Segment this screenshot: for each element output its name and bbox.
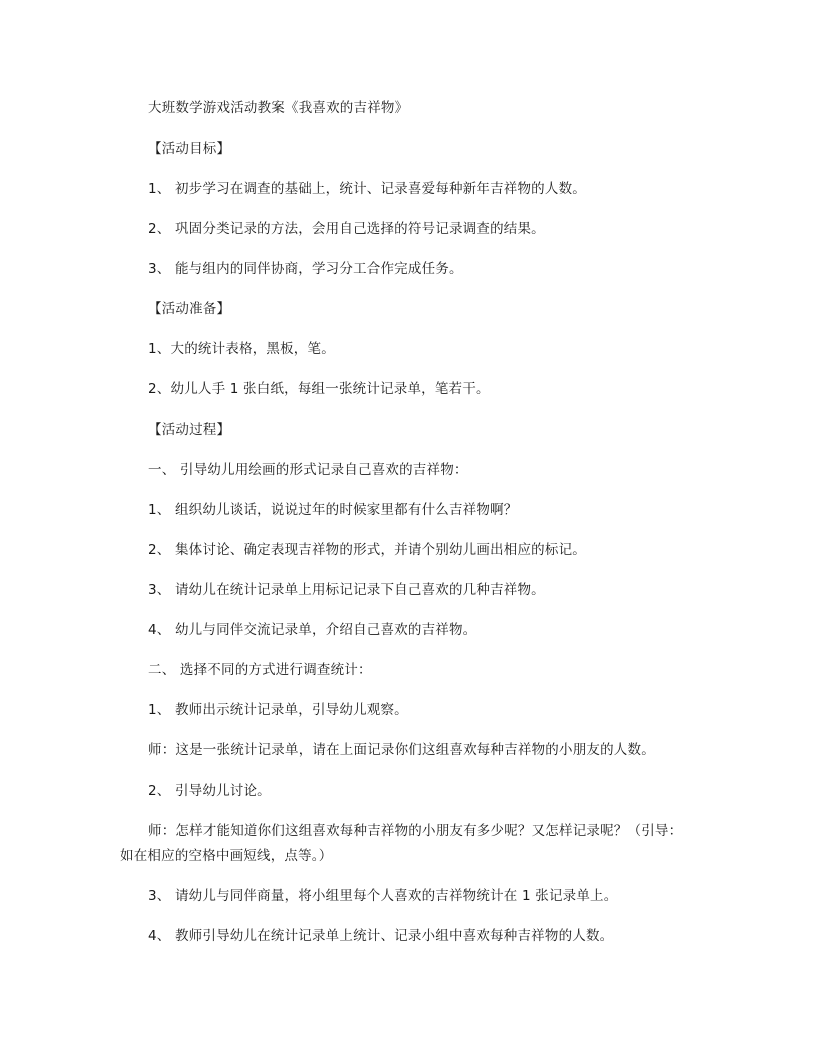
process-item: 1、 组织幼儿谈话，说说过年的时候家里都有什么吉祥物啊？ (148, 502, 518, 518)
section-heading-goals: 【活动目标】 (148, 141, 231, 157)
document-title: 大班数学游戏活动教案《我喜欢的吉祥物》 (148, 100, 409, 116)
teacher-dialogue-continuation: 如在相应的空格中画短线，点等。） (120, 848, 333, 864)
process-part-heading: 一、 引导幼儿用绘画的形式记录自己喜欢的吉祥物： (148, 462, 468, 478)
process-item: 3、 请幼儿与同伴商量，将小组里每个人喜欢的吉祥物统计在 1 张记录单上。 (148, 888, 618, 904)
teacher-dialogue: 师：这是一张统计记录单，请在上面记录你们这组喜欢每种吉祥物的小朋友的人数。 (148, 742, 655, 758)
section-heading-process: 【活动过程】 (148, 422, 231, 438)
process-item: 3、 请幼儿在统计记录单上用标记记录下自己喜欢的几种吉祥物。 (148, 582, 545, 598)
process-item: 4、 幼儿与同伴交流记录单，介绍自己喜欢的吉祥物。 (148, 622, 477, 638)
prep-item: 2、幼儿人手 1 张白纸，每组一张统计记录单，笔若干。 (148, 381, 490, 397)
goal-item: 1、 初步学习在调查的基础上，统计、记录喜爱每种新年吉祥物的人数。 (148, 181, 586, 197)
section-heading-preparation: 【活动准备】 (148, 301, 231, 317)
teacher-dialogue: 师：怎样才能知道你们这组喜欢每种吉祥物的小朋友有多少呢？又怎样记录呢？（引导： (148, 823, 683, 839)
process-item: 4、 教师引导幼儿在统计记录单上统计、记录小组中喜欢每种吉祥物的人数。 (148, 928, 614, 944)
goal-item: 3、 能与组内的同伴协商，学习分工合作完成任务。 (148, 261, 463, 277)
prep-item: 1、大的统计表格，黑板，笔。 (148, 341, 335, 357)
process-item: 2、 引导幼儿讨论。 (148, 783, 271, 799)
process-part-heading: 二、 选择不同的方式进行调查统计： (148, 662, 372, 678)
goal-item: 2、 巩固分类记录的方法，会用自己选择的符号记录调查的结果。 (148, 221, 545, 237)
process-item: 2、 集体讨论、确定表现吉祥物的形式，并请个别幼儿画出相应的标记。 (148, 542, 586, 558)
process-item: 1、 教师出示统计记录单，引导幼儿观察。 (148, 702, 408, 718)
